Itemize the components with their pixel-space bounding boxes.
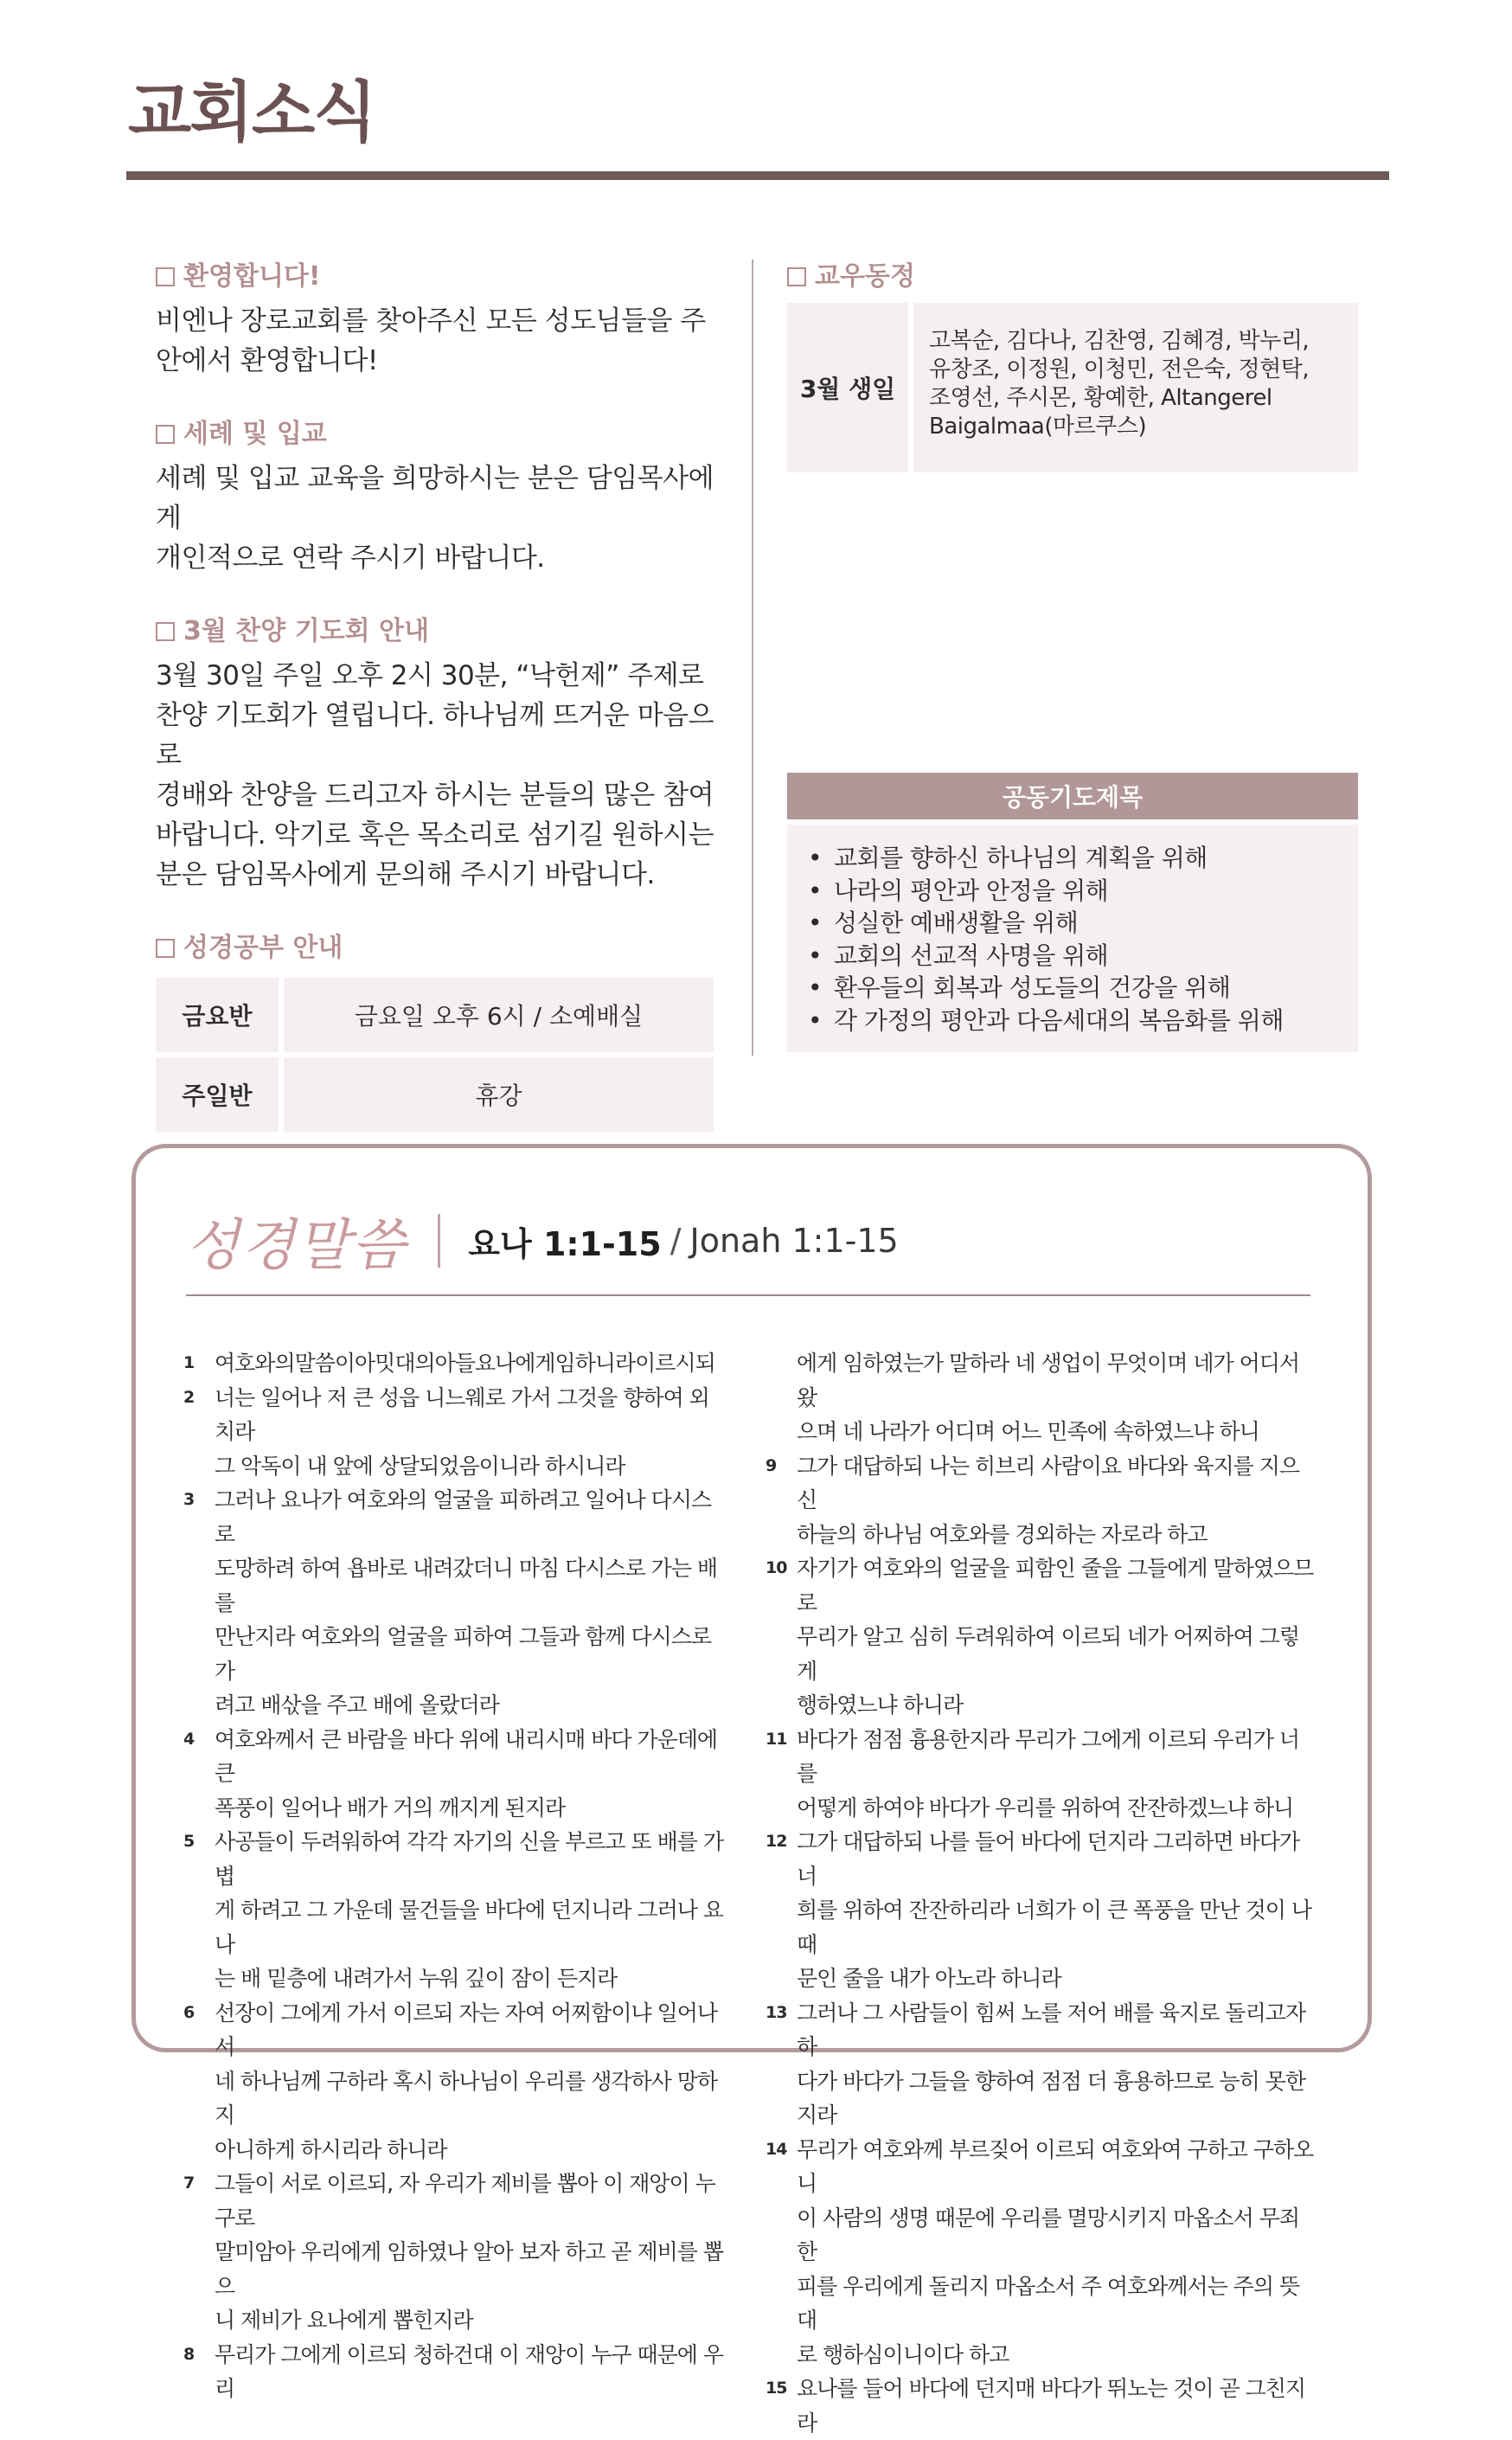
list-item-text: 교회를 향하신 하나님의 계획을 위해 [834, 844, 1208, 872]
verse [183, 1825, 728, 1996]
bible-study-table [151, 973, 719, 1137]
verse-text [215, 1825, 728, 1996]
right-column [787, 260, 1358, 472]
text-line: 유창조, 이정원, 이청민, 전은숙, 정현탁, [929, 356, 1310, 382]
text-line: 안에서 환영합니다! [156, 345, 378, 376]
verse [766, 1449, 1315, 1552]
verse [183, 1996, 728, 2167]
checkbox-square-icon [156, 939, 175, 958]
scripture-divider [186, 1294, 1310, 1296]
scripture-ref-separator: / [670, 1222, 682, 1260]
praise-text [156, 656, 727, 895]
verse-line: 네 하나님께 구하라 혹시 하나님이 우리를 생각하사 망하지 [215, 2068, 718, 2128]
verse-line: 로 행하심이니이다 하고 [797, 2341, 1009, 2367]
verse-number: 5 [183, 1832, 195, 1851]
verse-number: 4 [183, 1729, 195, 1749]
text-line: 경배와 찬양을 드리고자 하시는 분들의 많은 참여 [156, 780, 714, 811]
verse [766, 1551, 1315, 1723]
verse-number: 3 [183, 1490, 195, 1509]
bullet-icon: • [808, 876, 823, 905]
verse-line: 어떻게 하여야 바다가 우리를 위하여 잔잔하겠느냐 하니 [797, 1795, 1294, 1820]
verse [766, 2372, 1315, 2440]
verse-line: 여호와께서 큰 바람을 바다 위에 내리시매 바다 가운데에 큰 [215, 1726, 718, 1786]
verse-line: 하늘의 하나님 여호와를 경외하는 자로라 하고 [797, 1521, 1208, 1547]
verse [183, 2338, 728, 2406]
text-line: 바랍니다. 악기로 혹은 목소리로 섬기길 원하시는 [156, 819, 714, 851]
verse-line: 무리가 그에게 이르되 청하건대 이 재앙이 누구 때문에 우리 [215, 2341, 724, 2401]
verse-line: 자기가 여호와의 얼굴을 피함인 줄을 그들에게 말하였으므로 [797, 1556, 1314, 1615]
text-line: Baigalmaa(마르쿠스) [929, 414, 1147, 440]
list-item-text: 나라의 평안과 안정을 위해 [834, 876, 1109, 905]
text-line: 비엔나 장로교회를 찾아주신 모든 성도님들을 주 [156, 305, 706, 337]
verse-line: 말미암아 우리에게 임하였나 알아 보자 하고 곧 제비를 뽑으 [215, 2239, 724, 2299]
table-cell-value: 금요일 오후 6시 / 소예배실 [284, 978, 714, 1052]
verse-number: 8 [183, 2344, 195, 2364]
verse-line: 이 사람의 생명 때문에 우리를 멸망시키지 마옵소서 무죄한 [797, 2205, 1300, 2264]
verse [183, 2167, 728, 2338]
verse-line: 그가 대답하되 나를 들어 바다에 던지라 그리하면 바다가 너 [797, 1829, 1300, 1889]
checkbox-square-icon [787, 267, 806, 286]
table-cell-value: 휴강 [284, 1057, 714, 1132]
verse-number: 10 [766, 1558, 787, 1577]
verse [183, 1346, 728, 1381]
praise-heading [156, 614, 727, 649]
verse [766, 2133, 1315, 2373]
scripture-ref-english: Jonah 1:1-15 [689, 1222, 899, 1260]
birthday-names [913, 303, 1358, 472]
list-item [808, 875, 1336, 908]
bullet-icon: • [808, 941, 823, 970]
verse-line: 폭풍이 일어나 배가 거의 깨지게 된지라 [215, 1795, 566, 1820]
verse-line: 피를 우리에게 돌리지 마옵소서 주 여호와께서는 주의 뜻대 [797, 2273, 1300, 2333]
prayer-list [787, 825, 1358, 1052]
verse-line: 으며 네 나라가 어디며 어느 민족에 속하였느냐 하니 [797, 1419, 1259, 1444]
baptism-heading [156, 417, 727, 452]
list-item-text: 환우들의 회복과 성도들의 건강을 위해 [834, 973, 1231, 1002]
verse-line: 사공들이 두려워하여 각각 자기의 신을 부르고 또 배를 가볍 [215, 1829, 724, 1889]
verse-text [797, 1346, 1315, 1449]
verse-line: 무리가 여호와께 부르짖어 이르되 여호와여 구하고 구하오니 [797, 2136, 1314, 2196]
verse-text [797, 1996, 1315, 2133]
verse-line: 너는 일어나 저 큰 성읍 니느웨로 가서 그것을 향하여 외치라 [215, 1384, 709, 1444]
praise-section [156, 614, 727, 895]
baptism-heading-text: 세례 및 입교 [183, 419, 327, 449]
verse [766, 1723, 1315, 1826]
list-item [808, 842, 1336, 875]
table-row [156, 978, 714, 1052]
verse-line: 아니하게 하시리라 하니라 [215, 2136, 447, 2162]
verse-line: 만난지라 여호와의 얼굴을 피하여 그들과 함께 다시스로 가 [215, 1624, 712, 1684]
verse-line: 는 배 밑층에 내려가서 누워 깊이 잠이 든지라 [215, 1966, 618, 1991]
text-line: 3월 30일 주일 오후 2시 30분, “낙헌제” 주제로 [156, 660, 704, 691]
members-news-heading [787, 260, 1358, 294]
verse-line: 바다가 점점 흉용한지라 무리가 그에게 이르되 우리가 너를 [797, 1726, 1300, 1786]
verse-number: 9 [766, 1455, 777, 1475]
verse-number: 14 [766, 2139, 787, 2159]
title-divider [126, 171, 1389, 180]
text-line: 분은 담임목사에게 문의해 주시기 바랍니다. [156, 859, 655, 890]
baptism-section [156, 417, 727, 578]
text-line: 고복순, 김다나, 김찬영, 김혜경, 박누리, [929, 328, 1310, 354]
verse [766, 1996, 1315, 2133]
verses-right-column [766, 1346, 1315, 2440]
left-column [156, 260, 727, 1137]
praise-heading-text: 3월 찬양 기도회 안내 [183, 616, 430, 646]
verse-line: 요나를 들어 바다에 던지매 바다가 뛰노는 것이 곧 그친지라 [797, 2376, 1306, 2436]
list-item [808, 907, 1336, 940]
verse-text [215, 1381, 728, 1484]
verses-left-column [183, 1346, 728, 2406]
bullet-icon: • [808, 844, 823, 872]
list-item-text: 교회의 선교적 사명을 위해 [834, 941, 1109, 970]
verse-number: 15 [766, 2379, 787, 2398]
verse-text [215, 2338, 728, 2406]
bible-study-heading [156, 931, 727, 966]
verse-line: 그러나 그 사람들이 힘써 노를 저어 배를 육지로 돌리고자 하 [797, 2000, 1306, 2059]
verse [183, 1723, 728, 1826]
verse-line: 그가 대답하되 나는 히브리 사람이요 바다와 육지를 지으신 [797, 1453, 1300, 1512]
verse-text [797, 1551, 1315, 1723]
verse-text [797, 1825, 1315, 1996]
page-title: 교회소식 [128, 74, 375, 151]
list-item [808, 1005, 1336, 1037]
scripture-title-text: 성경말씀 [186, 1214, 407, 1278]
verse-number: 12 [766, 1832, 787, 1851]
verse-number: 6 [183, 2002, 195, 2022]
scripture-ref-korean: 요나 1:1-15 [468, 1224, 662, 1263]
prayer-section [787, 773, 1358, 1076]
verse-number: 1 [183, 1353, 195, 1372]
verse-line: 다가 바다가 그들을 향하여 점점 더 흉용하므로 능히 못한지라 [797, 2068, 1306, 2128]
verse-number: 7 [183, 2174, 195, 2193]
scripture-title [186, 1201, 899, 1281]
table-cell-label: 주일반 [156, 1057, 279, 1132]
verse [766, 1825, 1315, 1996]
verse-line: 도망하려 하여 욥바로 내려갔더니 마침 다시스로 가는 배를 [215, 1556, 718, 1615]
members-news-heading-text: 교우동정 [815, 261, 915, 292]
verse-number: 2 [183, 1387, 195, 1407]
checkbox-square-icon [156, 425, 175, 444]
verse-line: 그들이 서로 이르되, 자 우리가 제비를 뽑아 이 재앙이 누구로 [215, 2171, 715, 2231]
verse-line: 희를 위하여 잔잔하리라 너희가 이 큰 폭풍을 만난 것이 나 때 [797, 1897, 1311, 1957]
bullet-icon: • [808, 973, 823, 1002]
verse-line: 행하였느냐 하니라 [797, 1692, 964, 1718]
verse-text [215, 1723, 728, 1826]
verse-text [797, 1723, 1315, 1826]
verse-line: 그러나 요나가 여호와의 얼굴을 피하려고 일어나 다시스로 [215, 1487, 712, 1547]
column-divider [752, 260, 753, 1056]
verse-line: 여호와의말씀이아밋대의아들요나에게임하니라이르시되 [215, 1351, 715, 1376]
verse-line: 그 악독이 내 앞에 상달되었음이니라 하시니라 [215, 1453, 625, 1479]
table-cell-label: 금요반 [156, 978, 279, 1052]
verse-text [215, 1346, 728, 1381]
verse-line: 무리가 알고 심히 두려워하여 이르되 네가 어찌하여 그렇게 [797, 1624, 1300, 1684]
members-news-table [787, 303, 1358, 472]
verse [183, 1483, 728, 1723]
verse-text [215, 2167, 728, 2338]
prayer-heading: 공동기도제목 [787, 773, 1358, 819]
welcome-heading [156, 260, 727, 294]
bible-study-heading-text: 성경공부 안내 [183, 933, 343, 963]
table-row [156, 1057, 714, 1132]
verse-line: 에게 임하였는가 말하라 네 생업이 무엇이며 네가 어디서 왔 [797, 1351, 1300, 1410]
verse-line: 선장이 그에게 가서 이르되 자는 자여 어찌함이냐 일어나서 [215, 2000, 718, 2059]
title-separator [438, 1214, 440, 1268]
welcome-section [156, 260, 727, 381]
welcome-heading-text: 환영합니다! [183, 261, 321, 292]
baptism-text [156, 459, 727, 578]
bullet-icon: • [808, 1005, 823, 1035]
verse-continuation [766, 1346, 1315, 1449]
verse-text [215, 1996, 728, 2167]
verse-text [215, 1483, 728, 1723]
verse-text [797, 2133, 1315, 2373]
list-item [808, 940, 1336, 973]
welcome-text [156, 301, 727, 381]
checkbox-square-icon [156, 267, 175, 286]
text-line: 개인적으로 연락 주시기 바랍니다. [156, 543, 545, 574]
verse-text [797, 2372, 1315, 2440]
verse-line: 문인 줄을 내가 아노라 하니라 [797, 1966, 1061, 1991]
list-item [808, 972, 1336, 1005]
verse-number: 11 [766, 1729, 787, 1749]
checkbox-square-icon [156, 622, 175, 641]
bible-study-section [156, 931, 727, 1137]
text-line: 조영선, 주시몬, 황예한, Altangerel [929, 385, 1272, 411]
bullet-icon: • [808, 909, 823, 937]
verse-line: 려고 배삯을 주고 배에 올랐더라 [215, 1692, 499, 1718]
list-item-text: 성실한 예배생활을 위해 [834, 909, 1079, 937]
text-line: 세례 및 입교 교육을 희망하시는 분은 담임목사에게 [156, 463, 714, 534]
text-line: 찬양 기도회가 열립니다. 하나님께 뜨거운 마음으로 [156, 700, 714, 771]
list-item-text: 각 가정의 평안과 다음세대의 복음화를 위해 [834, 1005, 1284, 1035]
verse-line: 니 제비가 요나에게 뽑힌지라 [215, 2308, 473, 2333]
verse [183, 1381, 728, 1484]
birthday-label: 3월 생일 [787, 303, 908, 472]
verse-line: 게 하려고 그 가운데 물건들을 바다에 던지니라 그러나 요나 [215, 1897, 724, 1957]
verse-number: 13 [766, 2002, 787, 2022]
verse-text [797, 1449, 1315, 1552]
